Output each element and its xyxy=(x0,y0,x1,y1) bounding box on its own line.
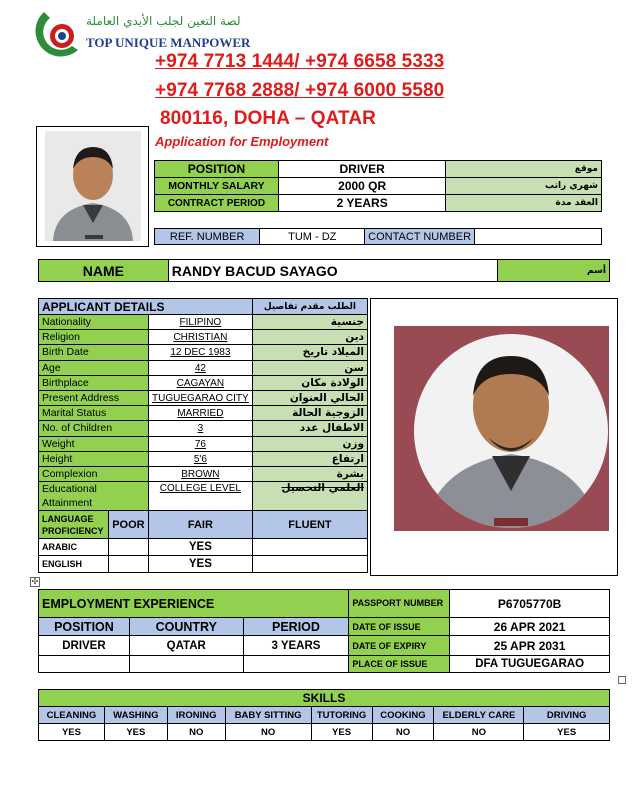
date-of-issue-label: DATE OF ISSUE xyxy=(349,618,450,636)
detail-arabic-label: ارتفاع xyxy=(252,451,367,466)
skill-value: NO xyxy=(372,724,434,741)
skill-value: YES xyxy=(104,724,167,741)
education-value-text: COLLEGE LEVEL xyxy=(159,483,241,495)
employment-country-header: COUNTRY xyxy=(129,618,243,636)
detail-value xyxy=(148,360,252,375)
skill-name: COOKING xyxy=(372,707,434,724)
detail-value-text: BROWN xyxy=(181,468,220,480)
detail-arabic-label: الاطفال عدد xyxy=(252,421,367,436)
detail-value xyxy=(148,406,252,421)
language-english-fluent xyxy=(252,556,367,573)
employment-period-header: PERIOD xyxy=(243,618,349,636)
detail-label: Age xyxy=(39,360,149,375)
employment-country-value: QATAR xyxy=(129,636,243,656)
employment-empty-cell-3 xyxy=(243,656,349,673)
contract-arabic: العقد مدة xyxy=(446,195,602,212)
company-logo xyxy=(30,6,90,58)
employment-position-header: POSITION xyxy=(39,618,130,636)
detail-value xyxy=(148,390,252,405)
applicant-details-arabic: الطلب مقدم تفاصيل xyxy=(252,299,367,315)
position-label: POSITION xyxy=(155,161,279,178)
skill-name: CLEANING xyxy=(39,707,105,724)
application-title: Application for Employment xyxy=(155,134,329,149)
applicant-detail-row xyxy=(39,451,368,466)
applicant-detail-row xyxy=(39,330,368,345)
position-value: DRIVER xyxy=(278,161,446,178)
applicant-details-table xyxy=(38,298,368,573)
detail-value-text: 3 xyxy=(197,423,204,435)
employment-passport-table xyxy=(38,589,610,673)
detail-value-text: 5'6 xyxy=(193,453,207,465)
detail-value-text: CAGAYAN xyxy=(176,377,225,389)
detail-value-text: FILIPINO xyxy=(179,317,222,329)
language-english-label: ENGLISH xyxy=(39,556,109,573)
date-of-expiry-value: 25 APR 2031 xyxy=(450,636,610,656)
detail-value-text: 76 xyxy=(194,438,206,450)
detail-value xyxy=(148,315,252,330)
applicant-detail-row xyxy=(39,360,368,375)
skill-value: YES xyxy=(39,724,105,741)
language-english-fair: YES xyxy=(148,556,252,573)
employment-experience-header: EMPLOYMENT EXPERIENCE xyxy=(39,590,349,618)
employment-period-value: 3 YEARS xyxy=(243,636,349,656)
employment-empty-cell-2 xyxy=(129,656,243,673)
detail-value-text: TUGUEGARAO CITY xyxy=(152,393,249,405)
language-arabic-label: ARABIC xyxy=(39,539,109,556)
skill-name: DRIVING xyxy=(524,707,610,724)
salary-arabic: شهري راتب xyxy=(446,178,602,195)
position-arabic: موقع xyxy=(446,161,602,178)
passport-number-value: P6705770B xyxy=(450,590,610,618)
education-label: Educational Attainment xyxy=(39,482,149,511)
table-move-handle-icon[interactable]: ✣ xyxy=(31,577,39,586)
detail-arabic-label: دين xyxy=(252,330,367,345)
language-arabic-fair: YES xyxy=(148,539,252,556)
contact-number-label: CONTACT NUMBER xyxy=(365,229,475,245)
detail-arabic-label: الحالي العنوان xyxy=(252,390,367,405)
skill-name: ELDERLY CARE xyxy=(434,707,524,724)
detail-label: Height xyxy=(39,451,149,466)
detail-arabic-label: جنسية xyxy=(252,315,367,330)
applicant-detail-row xyxy=(39,466,368,481)
contract-label: CONTRACT PERIOD xyxy=(155,195,279,212)
skill-value: NO xyxy=(167,724,225,741)
name-label: NAME xyxy=(39,260,169,282)
language-arabic-fluent xyxy=(252,539,367,556)
detail-arabic-label: بشرة xyxy=(252,466,367,481)
detail-value xyxy=(148,421,252,436)
ref-number-value: TUM - DZ xyxy=(260,229,365,245)
salary-label: MONTHLY SALARY xyxy=(155,178,279,195)
detail-arabic-label: الولادة مكان xyxy=(252,375,367,390)
skill-value: YES xyxy=(311,724,372,741)
salary-value: 2000 QR xyxy=(278,178,446,195)
language-proficiency-label: LANGUAGE PROFICIENCY xyxy=(39,511,109,539)
ref-number-label: REF. NUMBER xyxy=(155,229,260,245)
detail-arabic-label: سن xyxy=(252,360,367,375)
detail-label: Present Address xyxy=(39,390,149,405)
contact-number-value xyxy=(475,229,602,245)
applicant-detail-row xyxy=(39,436,368,451)
passport-number-label: PASSPORT NUMBER xyxy=(349,590,450,618)
education-arabic: العلمي التحصيل xyxy=(252,482,367,511)
detail-label: Weight xyxy=(39,436,149,451)
detail-label: Marital Status xyxy=(39,406,149,421)
detail-label: Complexion xyxy=(39,466,149,481)
detail-label: Religion xyxy=(39,330,149,345)
language-fair-header: FAIR xyxy=(148,511,252,539)
photo-large-frame xyxy=(370,298,618,576)
detail-value xyxy=(148,436,252,451)
skills-header: SKILLS xyxy=(39,690,610,707)
applicant-detail-row xyxy=(39,421,368,436)
company-name: TOP UNIQUE MANPOWER xyxy=(86,35,251,50)
detail-label: No. of Children xyxy=(39,421,149,436)
applicant-detail-row xyxy=(39,390,368,405)
detail-value-text: 12 DEC 1983 xyxy=(170,347,231,359)
detail-value-text: 42 xyxy=(194,362,206,374)
detail-value xyxy=(148,330,252,345)
detail-value xyxy=(148,466,252,481)
applicant-name: RANDY BACUD SAYAGO xyxy=(168,260,498,282)
applicant-details-header xyxy=(39,299,253,315)
company-name-arabic: لصة التعين لجلب الأيدي العاملة xyxy=(86,14,241,28)
detail-value-text: MARRIED xyxy=(177,408,224,420)
detail-arabic-label: الميلاد تاريخ xyxy=(252,345,367,360)
applicant-detail-row xyxy=(39,345,368,360)
detail-label: Nationality xyxy=(39,315,149,330)
date-of-issue-value: 26 APR 2021 xyxy=(450,618,610,636)
applicant-detail-row xyxy=(39,375,368,390)
detail-value xyxy=(148,345,252,360)
applicant-details-title: APPLICANT DETAILS xyxy=(42,299,165,314)
education-value xyxy=(148,482,252,511)
skill-value: YES xyxy=(524,724,610,741)
employment-empty-cell-1 xyxy=(39,656,130,673)
contract-value: 2 YEARS xyxy=(278,195,446,212)
applicant-photo-large xyxy=(394,326,609,531)
skills-table xyxy=(38,689,610,741)
detail-arabic-label: الزوجية الحالة xyxy=(252,406,367,421)
skill-name: BABY SITTING xyxy=(225,707,311,724)
address: 800116, DOHA – QATAR xyxy=(160,108,377,129)
applicant-detail-row xyxy=(39,315,368,330)
skill-name: WASHING xyxy=(104,707,167,724)
table-resize-handle[interactable] xyxy=(618,676,626,684)
skill-name: TUTORING xyxy=(311,707,372,724)
position-table xyxy=(154,160,602,212)
skill-name: IRONING xyxy=(167,707,225,724)
detail-arabic-label: وزن xyxy=(252,436,367,451)
language-arabic-poor xyxy=(108,539,148,556)
name-arabic: أسم xyxy=(498,260,610,282)
applicant-photo-small xyxy=(45,131,141,241)
place-of-issue-value: DFA TUGUEGARAO xyxy=(450,656,610,673)
place-of-issue-label: PLACE OF ISSUE xyxy=(349,656,450,673)
language-fluent-header: FLUENT xyxy=(252,511,367,539)
language-poor-header: POOR xyxy=(108,511,148,539)
detail-label: Birth Date xyxy=(39,345,149,360)
skill-value: NO xyxy=(434,724,524,741)
reference-table xyxy=(154,228,602,245)
language-english-poor xyxy=(108,556,148,573)
employment-position-value: DRIVER xyxy=(39,636,130,656)
detail-value xyxy=(148,375,252,390)
phone-line-1: +974 7713 1444/ +974 6658 5333 xyxy=(155,51,445,72)
detail-label: Birthplace xyxy=(39,375,149,390)
skill-value: NO xyxy=(225,724,311,741)
detail-value xyxy=(148,451,252,466)
detail-value-text: CHRISTIAN xyxy=(173,332,228,344)
applicant-detail-row xyxy=(39,406,368,421)
phone-line-2: +974 7768 2888/ +974 6000 5580 xyxy=(155,80,445,101)
photo-small-frame xyxy=(36,126,149,247)
date-of-expiry-label: DATE OF EXPIRY xyxy=(349,636,450,656)
name-table xyxy=(38,259,610,282)
